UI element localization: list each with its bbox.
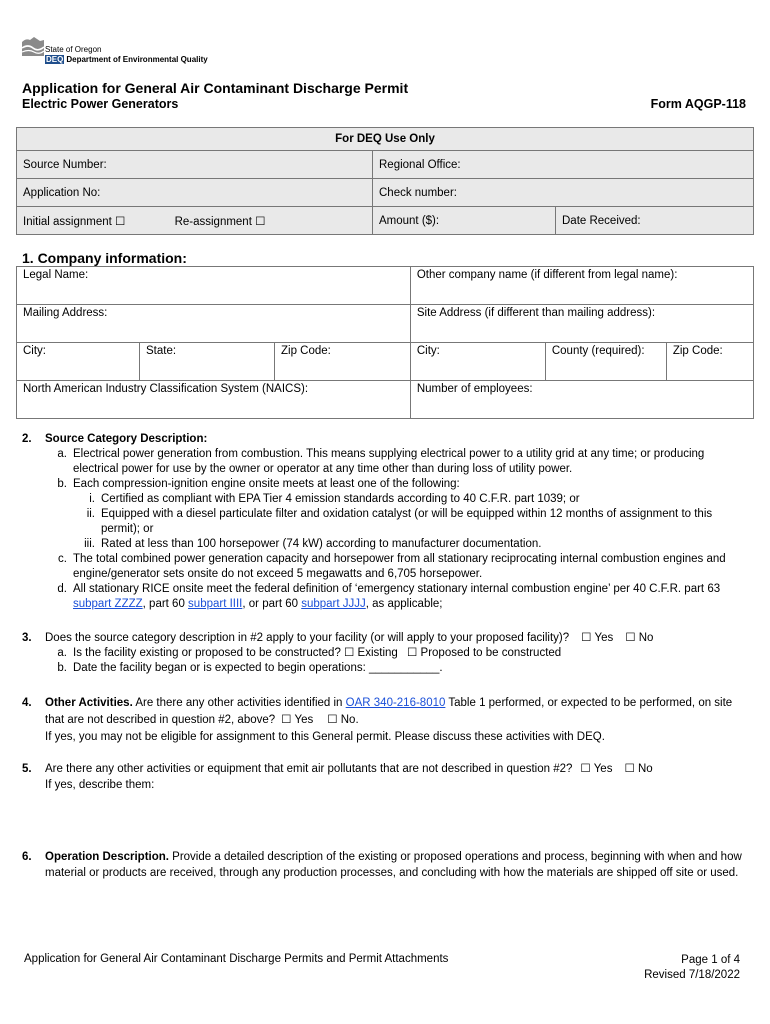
q2-a-text: Electrical power generation from combustion. This means supplying electrical power to a utility grid at any time; or producing electrical power for use by the owner or operator at any time other than during loss of utility power.	[73, 448, 705, 475]
q2-biii-label: iii.	[84, 538, 95, 550]
q2-d-text2: , part 60	[142, 598, 189, 610]
q2-d-label: d.	[57, 583, 67, 595]
city-field[interactable]: City:	[17, 343, 140, 381]
agency-logo	[20, 34, 260, 68]
q2-b-text: Each compression-ignition engine onsite meets at least one of the following:	[73, 478, 460, 490]
legal-name-field[interactable]: Legal Name:	[17, 267, 411, 305]
footer-page-info	[644, 953, 740, 983]
q4-title: Other Activities.	[45, 697, 133, 709]
deq-use-table	[16, 127, 754, 235]
page-number: Page 1 of 4	[681, 954, 740, 966]
site-zip-field[interactable]: Zip Code:	[666, 343, 753, 381]
q3-b-label: b.	[57, 662, 67, 674]
q2-item-b	[45, 477, 745, 492]
q3-no-checkbox[interactable]: ☐ No	[625, 632, 654, 644]
q4-text2: Table 1 performed, or expected to be performed, on site that are not described in question #2, above?	[45, 697, 733, 726]
agency-line1: State of Oregon	[45, 45, 102, 54]
q4-number: 4.	[22, 697, 32, 709]
q3-a-label: a.	[57, 647, 67, 659]
other-name-field[interactable]: Other company name (if different from legal name):	[410, 267, 753, 305]
employees-field[interactable]: Number of employees:	[410, 381, 753, 419]
reassignment-checkbox[interactable]: Re-assignment ☐	[174, 215, 266, 228]
deq-badge: DEQ	[46, 54, 64, 64]
q4-no-checkbox[interactable]: ☐ No.	[327, 714, 359, 726]
agency-line2: Department of Environmental Quality	[66, 54, 208, 64]
company-info-table	[16, 266, 754, 419]
q5-yes-checkbox[interactable]: ☐ Yes	[580, 763, 613, 775]
q2-item-biii	[73, 537, 745, 552]
site-address-field[interactable]: Site Address (if different than mailing address):	[410, 305, 753, 343]
q3-item-b	[45, 661, 745, 676]
form-title: Application for General Air Contaminant Discharge Permit	[22, 80, 409, 96]
q4-yes-checkbox[interactable]: ☐ Yes	[281, 714, 314, 726]
q2-number: 2.	[22, 433, 32, 445]
q2-c-text: The total combined power generation capacity and horsepower from all stationary reciprocating internal combustion engines and engine/generator sets onsite do not exceed 5 megawatts and 6,705 horsepower.	[73, 553, 726, 580]
q5-note: If yes, describe them:	[45, 779, 155, 791]
q2-bii-text: Equipped with a diesel particulate filter and oxidation catalyst (or will be equipped within 12 months of assignment to this permit); or	[101, 508, 713, 535]
existing-checkbox[interactable]: ☐ Existing	[344, 647, 398, 659]
application-no-field[interactable]: Application No:	[17, 179, 373, 207]
q3-number: 3.	[22, 632, 32, 644]
q4-text: Are there any other activities identified in	[132, 697, 346, 709]
mailing-address-field[interactable]: Mailing Address:	[17, 305, 411, 343]
assignment-cell	[17, 207, 373, 235]
q2-d-text: All stationary RICE onsite meet the federal definition of ‘emergency stationary internal combustion engine’ per 40 C.F.R. part 63	[73, 583, 721, 595]
q5-no-checkbox[interactable]: ☐ No	[624, 763, 653, 775]
proposed-checkbox[interactable]: ☐ Proposed to be constructed	[407, 647, 562, 659]
q2-c-label: c.	[58, 553, 67, 565]
naics-field[interactable]: North American Industry Classification System (NAICS):	[17, 381, 411, 419]
oar-link[interactable]: OAR 340-216-8010	[345, 697, 446, 709]
q3-a-text: Is the facility existing or proposed to be constructed?	[73, 647, 341, 659]
amount-field[interactable]: Amount ($):	[373, 207, 556, 235]
site-city-field[interactable]: City:	[410, 343, 545, 381]
q6-number: 6.	[22, 851, 32, 863]
check-number-field[interactable]: Check number:	[373, 179, 754, 207]
q2-a-label: a.	[57, 448, 67, 460]
q2-d-text3: , or part 60	[242, 598, 302, 610]
form-number: Form AQGP-118	[650, 97, 746, 111]
form-subtitle: Electric Power Generators	[22, 97, 179, 111]
q5-number: 5.	[22, 763, 32, 775]
oregon-landscape-icon	[20, 34, 45, 64]
company-info-heading: 1. Company information:	[22, 250, 187, 266]
source-number-field[interactable]: Source Number:	[17, 151, 373, 179]
q4-note: If yes, you may not be eligible for assignment to this General permit. Please discuss these activities with DEQ.	[45, 731, 605, 743]
q6-text: Provide a detailed description of the existing or proposed operations and process, beginning with when and how material or products are received, through any production processes, and concluding with how the materials are shipped off site or used.	[45, 851, 742, 879]
subpart-jjjj-link[interactable]: subpart JJJJ	[301, 598, 366, 610]
q3-text: Does the source category description in #2 apply to your facility (or will apply to your proposed facility)?	[45, 632, 570, 644]
q2-bi-label: i.	[89, 493, 95, 505]
q3-item-a	[45, 646, 745, 661]
q5-text: Are there any other activities or equipment that emit air pollutants that are not described in question #2?	[45, 763, 573, 775]
q2-item-c	[45, 552, 745, 582]
subpart-zzzz-link[interactable]: subpart ZZZZ	[73, 598, 143, 610]
q2-item-a	[45, 447, 745, 477]
q2-biii-text: Rated at less than 100 horsepower (74 kW) according to manufacturer documentation.	[101, 538, 542, 550]
regional-office-field[interactable]: Regional Office:	[373, 151, 754, 179]
subpart-iiii-link[interactable]: subpart IIII	[188, 598, 243, 610]
q2-title: Source Category Description:	[45, 433, 208, 445]
revision-date: Revised 7/18/2022	[644, 969, 740, 981]
q6-title: Operation Description.	[45, 851, 169, 863]
agency-name	[45, 45, 208, 64]
q3-b-text[interactable]: Date the facility began or is expected to begin operations: ___________.	[73, 662, 443, 674]
q2-b-label: b.	[57, 478, 67, 490]
q2-item-bi	[73, 492, 745, 507]
zip-field[interactable]: Zip Code:	[275, 343, 411, 381]
q2-item-bii	[73, 507, 745, 537]
county-field[interactable]: County (required):	[545, 343, 666, 381]
state-field[interactable]: State:	[140, 343, 275, 381]
q3-yes-checkbox[interactable]: ☐ Yes	[581, 632, 614, 644]
footer-title: Application for General Air Contaminant Discharge Permits and Permit Attachments	[24, 953, 449, 965]
q2-item-d	[45, 582, 745, 612]
deq-use-heading: For DEQ Use Only	[17, 128, 754, 151]
q2-bii-label: ii.	[86, 508, 95, 520]
q2-bi-text: Certified as compliant with EPA Tier 4 emission standards according to 40 C.F.R. part 1039; or	[101, 493, 580, 505]
date-received-field[interactable]: Date Received:	[556, 207, 754, 235]
initial-assignment-checkbox[interactable]: Initial assignment ☐	[23, 215, 126, 228]
q2-d-text4: , as applicable;	[365, 598, 443, 610]
